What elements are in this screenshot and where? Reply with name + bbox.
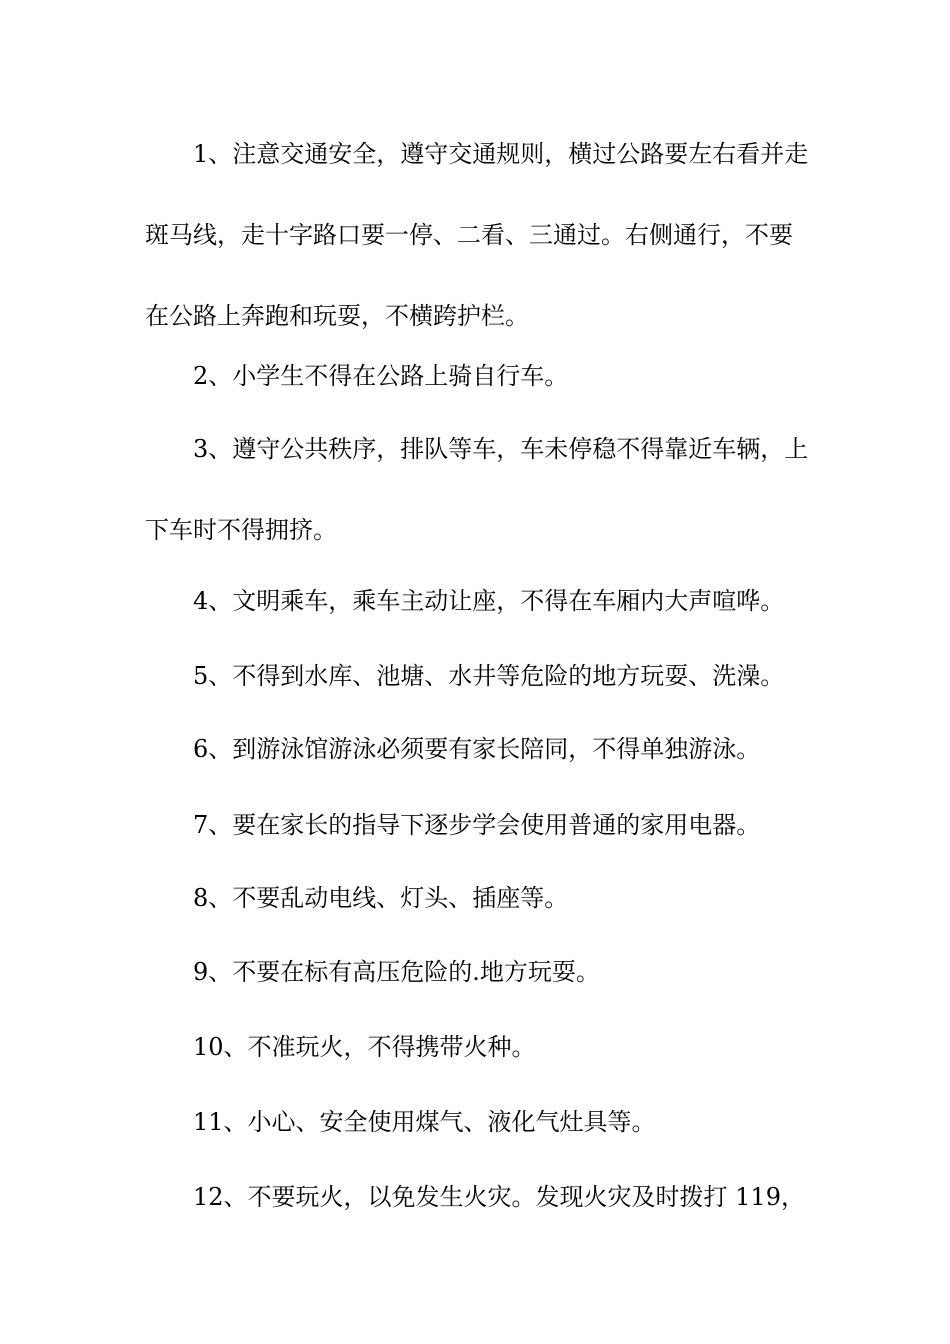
paragraph-item-4: 4、文明乘车，乘车主动让座，不得在车厢内大声喧哗。 — [193, 587, 785, 615]
paragraph-item-7: 7、要在家长的指导下逐步学会使用普通的家用电器。 — [193, 811, 761, 839]
paragraph-item-5: 5、不得到水库、池塘、水井等危险的地方玩耍、洗澡。 — [193, 662, 785, 690]
paragraph-item-8: 8、不要乱动电线、灯头、插座等。 — [193, 884, 569, 912]
paragraph-item-1: 1、注意交通安全，遵守交通规则，横过公路要左右看并走斑马线，走十字路口要一停、二看、三通过。右侧通行，不要在公路上奔跑和玩耍，不横跨护栏。 — [145, 140, 809, 330]
paragraph-item-10: 10、不准玩火，不得携带火种。 — [193, 1033, 536, 1061]
paragraph-item-9: 9、不要在标有高压危险的.地方玩耍。 — [193, 958, 600, 986]
paragraph-item-12: 12、不要玩火，以免发生火灾。发现火灾及时拨打 119， — [193, 1183, 805, 1211]
paragraph-item-2: 2、小学生不得在公路上骑自行车。 — [193, 362, 569, 390]
paragraph-item-3: 3、遵守公共秩序，排队等车，车未停稳不得靠近车辆，上下车时不得拥挤。 — [145, 435, 809, 544]
paragraph-item-6: 6、到游泳馆游泳必须要有家长陪同，不得单独游泳。 — [193, 735, 761, 763]
paragraph-item-11: 11、小心、安全使用煤气、液化气灶具等。 — [193, 1108, 656, 1136]
